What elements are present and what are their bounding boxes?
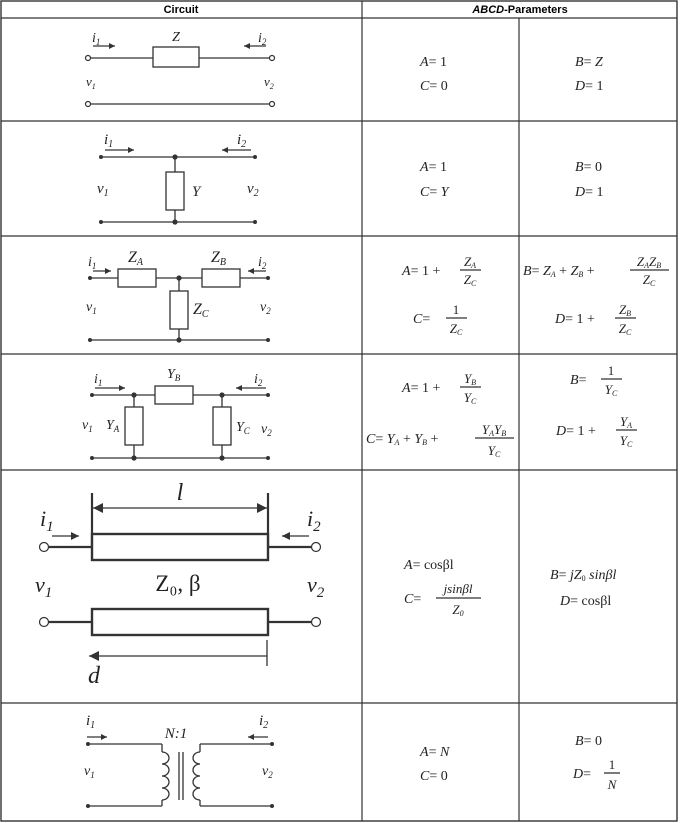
svg-text:1: 1 [607, 363, 615, 378]
svg-text:ZA: ZA [128, 249, 144, 268]
svg-text:YB: $Y_B$ [167, 367, 181, 383]
svg-text:YA: YA [619, 414, 633, 430]
table-grid [1, 1, 677, 821]
svg-text:Z0: Z0 [452, 602, 464, 618]
svg-text:YB: YB [463, 371, 477, 387]
svg-text:C= YA + YB +: C= YA + YB + [366, 432, 439, 447]
circuit-pi-network [82, 367, 272, 461]
params-t-network [401, 254, 669, 337]
svg-text:v1: $v_1$ [84, 764, 95, 780]
svg-text:v2: $v_2$ [260, 300, 271, 316]
svg-text:ZB: ZB [211, 249, 227, 268]
element-y-label: Y [192, 184, 201, 200]
svg-text:i2: $i_2$ [258, 31, 267, 47]
svg-text:i2: $i_2$ [258, 255, 267, 271]
svg-text:1: 1 [452, 302, 460, 317]
svg-text:ZA: ZA [463, 254, 477, 270]
circuit-series-impedance [86, 30, 275, 107]
svg-text:C= 0: C= 0 [420, 769, 448, 784]
svg-text:B= 0: B= 0 [575, 734, 602, 749]
svg-text:i2: $i_2$ [259, 713, 269, 731]
svg-text:YA: $Y_A$ [106, 418, 120, 434]
circuit-transmission-line [35, 480, 325, 689]
svg-text:YC: YC [463, 390, 477, 406]
svg-text:D= 1 +: D= 1 + [556, 424, 596, 439]
svg-text:C=: C= [404, 592, 422, 607]
svg-text:i1: $i_1$ [86, 713, 96, 731]
svg-text:i2: $i_2$ [307, 506, 321, 535]
svg-text:ZC: ZC [618, 321, 632, 337]
svg-text:A= 1: A= 1 [420, 55, 447, 70]
svg-text:v2: $v_2$ [247, 181, 259, 199]
svg-text:A= 1 +: A= 1 + [402, 381, 441, 396]
svg-text:v1: $v_1$ [86, 300, 97, 316]
svg-text:v2: $v_2$ [261, 422, 272, 438]
svg-text:ZB: ZB [618, 302, 632, 318]
svg-text:D= 1: D= 1 [575, 79, 604, 94]
svg-text:1: 1 [608, 757, 616, 772]
svg-text:A= N: A= N [420, 745, 450, 760]
svg-text:YC: YC [619, 433, 633, 449]
circuit-ideal-transformer [84, 713, 274, 808]
length-label: l [176, 480, 184, 506]
params-series-impedance [419, 55, 604, 94]
line-params-label: Z₀, β [155, 571, 201, 596]
svg-text:YC: YC [487, 443, 501, 459]
element-z-label: Z [172, 30, 180, 45]
svg-text:i1: $i_1$ [104, 132, 114, 150]
svg-text:ZC: ZC [449, 321, 463, 337]
svg-text:C= 0: C= 0 [420, 79, 448, 94]
svg-text:YAYB: YAYB [481, 422, 507, 438]
svg-text:A= 1 +: A= 1 + [402, 264, 441, 279]
svg-text:B=: B= [570, 373, 587, 388]
svg-text:i2: $i_2$ [254, 372, 263, 388]
svg-text:A= cosβl: A= cosβl [404, 558, 454, 573]
svg-text:B= 0: B= 0 [575, 160, 602, 175]
svg-text:i2: $i_2$ [237, 132, 247, 150]
svg-text:B= ZA + ZB +: B= ZA + ZB + [523, 264, 595, 279]
svg-text:v2: $v_2$ [262, 764, 273, 780]
svg-text:YC: YC [604, 382, 618, 398]
svg-text:ZAZB: ZAZB [636, 254, 662, 270]
svg-text:C= Y: C= Y [420, 185, 449, 200]
svg-text:ZC: ZC [642, 272, 656, 288]
header-circuit: Circuit [163, 4, 199, 16]
svg-text:i1: $i_1$ [92, 31, 101, 47]
params-transmission-line [403, 558, 616, 618]
svg-text:ZC: ZC [463, 272, 477, 288]
distance-label: d [88, 663, 100, 689]
params-pi-network [366, 363, 637, 459]
svg-text:ZC: ZC [193, 301, 209, 320]
svg-text:v1: $v_1$ [97, 181, 109, 199]
svg-text:C=: C= [413, 312, 431, 327]
svg-text:B= jZ0 sinβl: B= jZ0 sinβl [550, 568, 617, 583]
turns-ratio-label: N:1 [164, 726, 188, 742]
svg-text:i1: $i_1$ [88, 255, 97, 271]
svg-text:v1: $v_1$ [82, 418, 93, 434]
params-shunt-admittance [419, 160, 604, 200]
svg-text:i1: $i_1$ [40, 506, 54, 535]
header-parameters: ABCD-Parameters [472, 4, 568, 16]
svg-text:v1: $v_1$ [86, 74, 96, 91]
svg-text:i1: $i_1$ [94, 372, 103, 388]
svg-text:D= 1: D= 1 [575, 185, 604, 200]
svg-text:D= cosβl: D= cosβl [560, 594, 612, 609]
circuit-shunt-admittance [97, 132, 259, 225]
svg-text:A= 1: A= 1 [420, 160, 447, 175]
svg-text:B= Z: B= Z [575, 55, 603, 70]
svg-text:jsinβl: jsinβl [443, 581, 473, 596]
svg-text:v1: $v_1$ [35, 572, 53, 601]
svg-text:D=: D= [573, 767, 592, 782]
svg-text:D= 1 +: D= 1 + [555, 312, 595, 327]
svg-text:v2: $v_2$ [307, 572, 325, 601]
svg-text:v2: $v_2$ [264, 74, 274, 91]
svg-text:YC: $Y_C$ [236, 420, 250, 436]
svg-text:N: N [607, 777, 617, 792]
circuit-t-network [86, 249, 271, 343]
